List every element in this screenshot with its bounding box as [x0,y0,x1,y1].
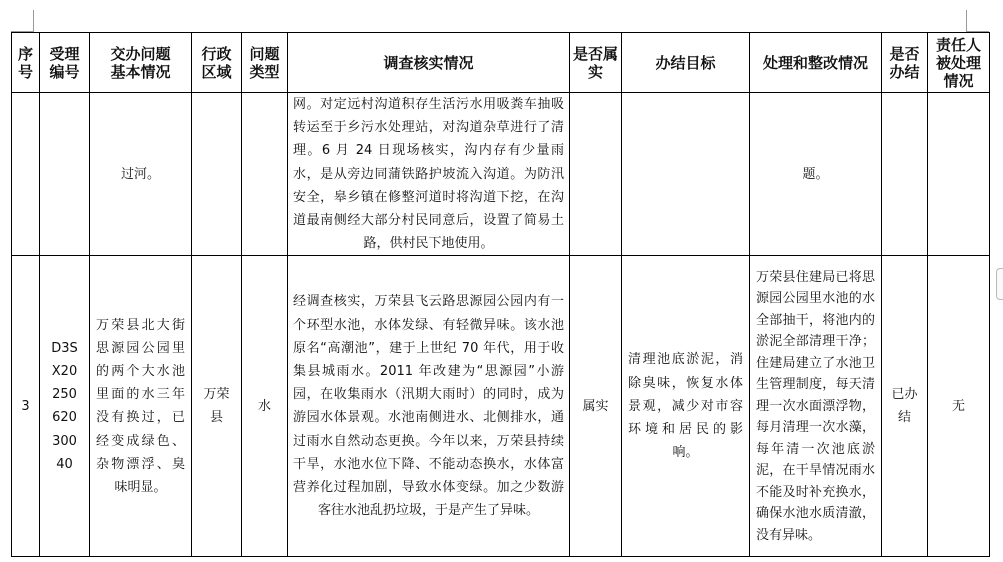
header-region: 行政区域 [192,33,242,93]
cell-seq [12,93,40,256]
cell-is-true: 属实 [570,256,622,557]
cell-goal [622,93,750,256]
cell-type: 水 [242,256,288,557]
cell-region [192,93,242,256]
cell-seq: 3 [12,256,40,557]
cell-is-true [570,93,622,256]
cell-case-no [40,93,90,256]
header-type: 问题类型 [242,33,288,93]
table-row-3 [12,256,990,557]
cell-case-no: D3SX2025062030040 [40,256,90,557]
header-accountability: 责任人被处理情况 [928,33,990,93]
crop-mark-left-vertical [33,10,34,32]
cell-issue: 过河。 [90,93,192,256]
cell-accountability: 无 [928,256,990,557]
cell-accountability [928,93,990,256]
crop-mark-right-vertical [966,10,967,32]
header-investigation: 调查核实情况 [288,33,570,93]
header-seq: 序号 [12,33,40,93]
cell-type [242,93,288,256]
table-header-row [12,33,990,93]
cell-region: 万荣县 [192,256,242,557]
cell-is-done [882,93,928,256]
cell-handling: 题。 [750,93,882,256]
header-is-true: 是否属实 [570,33,622,93]
cell-goal: 清理池底淤泥，消除臭味，恢复水体景观，减少对市容环境和居民的影响。 [622,256,750,557]
cell-is-done: 已办结 [882,256,928,557]
header-case-no: 受理编号 [40,33,90,93]
cell-investigation: 经调查核实，万荣县飞云路思源园公园内有一个环型水池，水体发绿、有轻微异味。该水池原名“高潮池”，建于上世纪 70 年代，用于收集县城雨水。2011 年改建为“思源园”小游园，在收集雨水（汛期大雨时）的同时，成为游园水体景观。水池南侧进水、北侧排水，通过雨水自然动态更换。今年以来，万荣县持续干旱，水池水位下降、不能动态换水，水体富营养化过程加剧，导致水体变绿。加之少数游客往水池乱扔垃圾，于是产生了异味。 [288,256,570,557]
cell-issue: 万荣县北大街思源园公园里的两个大水池里面的水三年没有换过，已经变成绿色、杂物漂浮、臭味明显。 [90,256,192,557]
complaint-handling-table [11,32,990,557]
header-issue: 交办问题基本情况 [90,33,192,93]
header-goal: 办结目标 [622,33,750,93]
side-scroll-handle[interactable] [996,268,1003,300]
cell-investigation: 网。对定远村沟道积存生活污水用吸粪车抽吸转运至于乡污水处理站，对沟道杂草进行了清理。6 月 24 日现场核实，沟内存有少量雨水，是从旁边同蒲铁路护坡流入沟道。为防汛安全，皋乡镇在修整河道时将沟道下挖，在沟道最南侧经大部分村民同意后，设置了简易土路，供村民下地使用。 [288,93,570,256]
table-row-continued [12,93,990,256]
header-handling: 处理和整改情况 [750,33,882,93]
cell-handling: 万荣县住建局已将思源园公园里水池的水全部抽干，将池内的淤泥全部清理干净；住建局建立了水池卫生管理制度，每天清理一次水面漂浮物，每月清理一次水藻，每年清一次池底淤泥，在干旱情况雨水不能及时补充换水，确保水池水质清澈，没有异味。 [750,256,882,557]
header-is-done: 是否办结 [882,33,928,93]
